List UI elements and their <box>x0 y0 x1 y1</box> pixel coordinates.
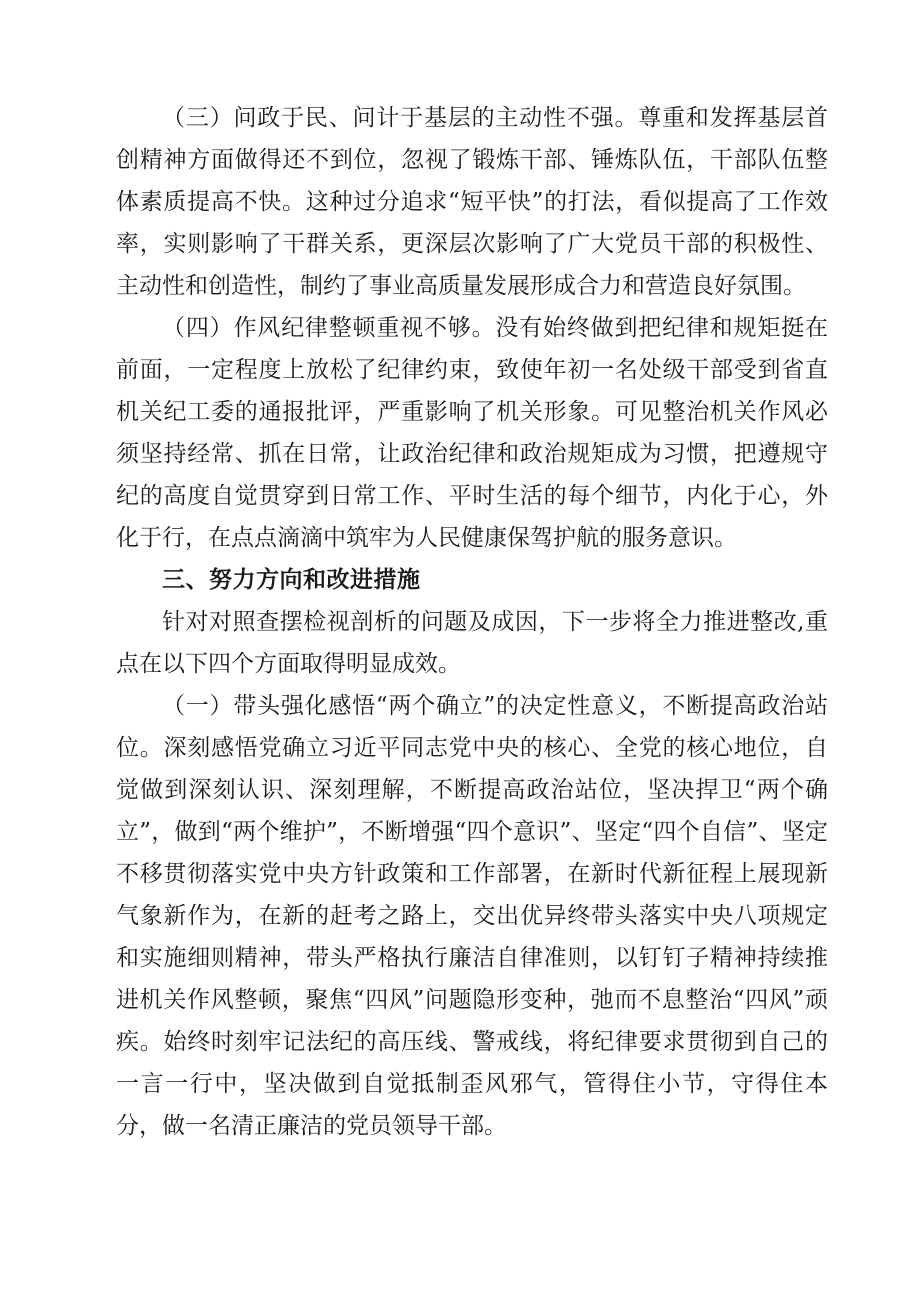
document-body <box>116 97 828 1147</box>
paragraph-item-four: （四）作风纪律整顿重视不够。没有始终做到把纪律和规矩挺在前面，一定程度上放松了纪律约束，致使年初一名处级干部受到省直机关纪工委的通报批评，严重影响了机关形象。可见整治机关作风必须坚持经常、抓在日常，让政治纪律和政治规矩成为习惯，把遵规守纪的高度自觉贯穿到日常工作、平时生活的每个细节，内化于心，外化于行，在点点滴滴中筑牢为人民健康保驾护航的服务意识。 <box>116 315 828 551</box>
section-intro-paragraph: 针对对照查摆检视剖析的问题及成因，下一步将全力推进整改,重点在以下四个方面取得明显成效。 <box>116 609 828 677</box>
section-heading: 三、努力方向和改进措施 <box>162 567 421 593</box>
paragraph-item-one: （一）带头强化感悟“两个确立”的决定性意义，不断提高政治站位。深刻感悟党确立习近平同志党中央的核心、全党的核心地位，自觉做到深刻认识、深刻理解，不断提高政治站位，坚决捍卫“两个确立”，做到“两个维护”，不断增强“四个意识”、坚定“四个自信”、坚定不移贯彻落实党中央方针政策和工作部署，在新时代新征程上展现新气象新作为，在新的赶考之路上，交出优异终带头落实中央八项规定和实施细则精神，带头严格执行廉洁自律准则，以钉钉子精神持续推进机关作风整顿，聚焦“四风”问题隐形变种，弛而不息整治“四风”顽疾。始终时刻牢记法纪的高压线、警戒线，将纪律要求贯彻到自己的一言一行中，坚决做到自觉抵制歪风邪气，管得住小节，守得住本分，做一名清正廉洁的党员领导干部。 <box>116 693 828 1139</box>
paragraph-item-three: （三）问政于民、问计于基层的主动性不强。尊重和发挥基层首创精神方面做得还不到位，忽视了锻炼干部、锤炼队伍，干部队伍整体素质提高不快。这种过分追求“短平快”的打法，看似提高了工作效率，实则影响了干群关系，更深层次影响了广大党员干部的积极性、主动性和创造性，制约了事业高质量发展形成合力和营造良好氛围。 <box>116 105 828 299</box>
